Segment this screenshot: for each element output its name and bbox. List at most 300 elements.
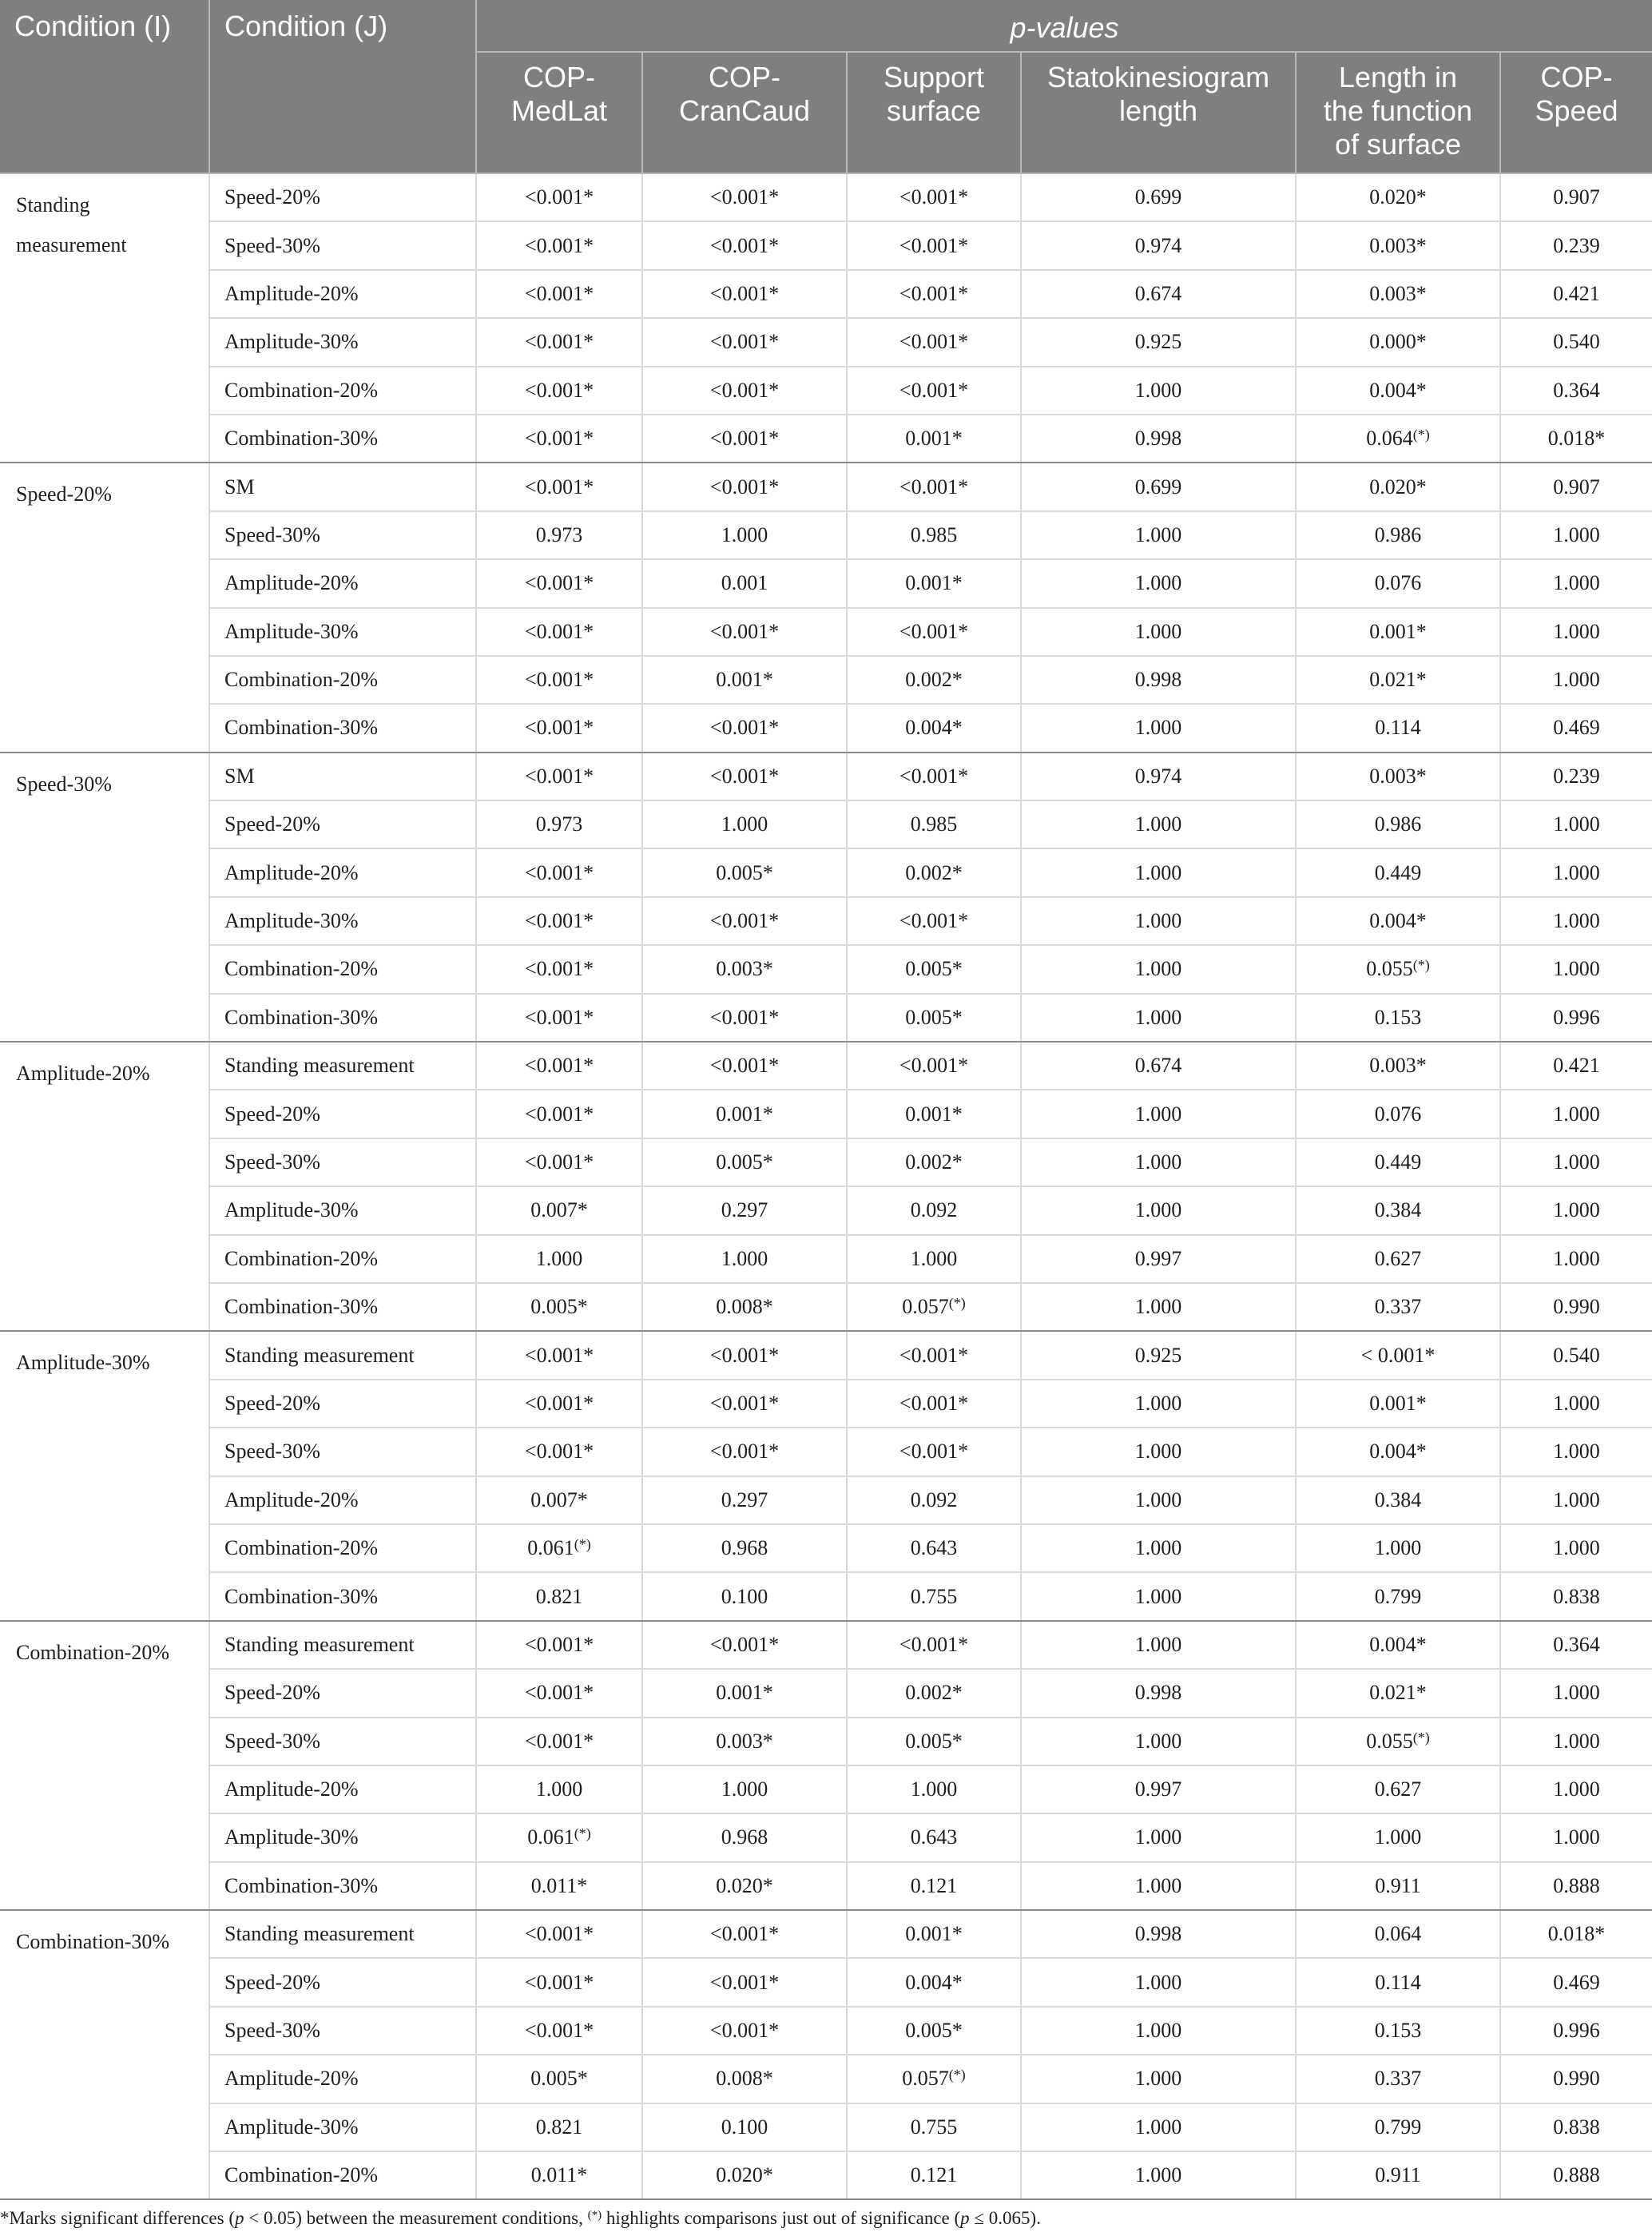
table-row [0,1621,1652,1669]
statokinesiogram-length-cell: 1.000 [1021,945,1296,993]
header-p-values: p-values [476,0,1652,52]
header-line: Support [883,61,985,93]
support-surface-cell: 1.000 [847,1235,1021,1283]
condition-j-cell: Speed-30% [209,221,476,269]
cop-medlat-cell: 0.061(*) [476,1524,642,1572]
support-surface-cell: <0.001* [847,608,1021,656]
support-surface-cell: 0.643 [847,1524,1021,1572]
support-surface-cell: 1.000 [847,1765,1021,1813]
cop-speed-cell: 1.000 [1500,1718,1652,1765]
cop-speed-cell: 1.000 [1500,800,1652,848]
cop-crancaud-cell: 0.297 [642,1476,847,1524]
support-surface-cell: 0.005* [847,945,1021,993]
table-row [0,367,1652,415]
cop-crancaud-cell: <0.001* [642,1958,847,2006]
length-surface-cell: 0.003* [1296,1042,1500,1090]
cop-crancaud-cell: <0.001* [642,1331,847,1379]
statokinesiogram-length-cell: 1.000 [1021,559,1296,607]
cop-medlat-cell: 0.821 [476,2103,642,2151]
support-surface-cell: 0.092 [847,1476,1021,1524]
condition-j-cell: Amplitude-30% [209,897,476,945]
cop-medlat-cell: 0.973 [476,800,642,848]
support-surface-cell: 0.005* [847,2007,1021,2055]
support-surface-cell: <0.001* [847,318,1021,366]
cop-crancaud-cell: <0.001* [642,1910,847,1958]
statokinesiogram-length-cell: 1.000 [1021,1718,1296,1765]
length-surface-cell: 0.911 [1296,2151,1500,2199]
cop-crancaud-cell: 0.297 [642,1186,847,1234]
cop-speed-cell: 0.540 [1500,318,1652,366]
cop-speed-cell: 1.000 [1500,897,1652,945]
statokinesiogram-length-cell: 1.000 [1021,2007,1296,2055]
cop-crancaud-cell: <0.001* [642,1380,847,1428]
header-condition-j: Condition (J) [209,0,476,173]
table-footnote [0,2208,1041,2229]
condition-j-cell: Combination-30% [209,1862,476,1910]
condition-i-cell: Speed-30% [0,753,209,1042]
cop-crancaud-cell: <0.001* [642,318,847,366]
footnote-text-2: < 0.05) between the measurement conditions, [244,2208,588,2228]
cop-speed-cell: 1.000 [1500,656,1652,704]
header-line: the function [1323,94,1473,127]
cop-crancaud-cell: 0.100 [642,1572,847,1620]
table-row [0,221,1652,269]
cop-medlat-cell: <0.001* [476,1428,642,1475]
table-row [0,994,1652,1042]
statokinesiogram-length-cell: 1.000 [1021,608,1296,656]
cop-crancaud-cell: <0.001* [642,367,847,415]
support-surface-cell: 0.092 [847,1186,1021,1234]
cop-speed-cell: 0.421 [1500,1042,1652,1090]
support-surface-cell: 0.121 [847,1862,1021,1910]
cop-medlat-cell: 0.821 [476,1572,642,1620]
cop-speed-cell: 0.996 [1500,2007,1652,2055]
header-condition-i: Condition (I) [0,0,209,173]
cop-speed-cell: 1.000 [1500,1090,1652,1138]
length-surface-cell: 0.000* [1296,318,1500,366]
statokinesiogram-length-cell: 1.000 [1021,2151,1296,2199]
length-surface-cell: 0.003* [1296,221,1500,269]
cop-crancaud-cell: <0.001* [642,1621,847,1669]
condition-j-cell: Amplitude-20% [209,1765,476,1813]
cop-medlat-cell: 0.005* [476,2055,642,2103]
condition-j-cell: Combination-30% [209,415,476,463]
cop-crancaud-cell: <0.001* [642,415,847,463]
statokinesiogram-length-cell: 1.000 [1021,1380,1296,1428]
condition-j-cell: Combination-20% [209,1235,476,1283]
condition-j-cell: Amplitude-20% [209,2055,476,2103]
condition-j-cell: Speed-30% [209,1718,476,1765]
table-row [0,1283,1652,1331]
support-surface-cell: 0.985 [847,511,1021,559]
cop-speed-cell: 1.000 [1500,848,1652,896]
support-surface-cell: 0.121 [847,2151,1021,2199]
table-row [0,1910,1652,1958]
statokinesiogram-length-cell: 1.000 [1021,1283,1296,1331]
cop-medlat-cell: 1.000 [476,1235,642,1283]
cop-medlat-cell: 0.973 [476,511,642,559]
cop-medlat-cell: <0.001* [476,1380,642,1428]
cop-speed-cell: 0.239 [1500,753,1652,800]
cop-speed-cell: 1.000 [1500,1813,1652,1861]
header-line: surface [886,94,982,127]
cop-speed-cell: 0.018* [1500,1910,1652,1958]
support-surface-cell: <0.001* [847,367,1021,415]
statokinesiogram-length-cell: 0.974 [1021,753,1296,800]
table-row [0,270,1652,318]
statokinesiogram-length-cell: 0.925 [1021,1331,1296,1379]
cop-crancaud-cell: 0.001* [642,1090,847,1138]
support-surface-cell: 0.005* [847,994,1021,1042]
cop-crancaud-cell: 0.008* [642,2055,847,2103]
cop-medlat-cell: 0.011* [476,2151,642,2199]
length-surface-cell: 0.003* [1296,270,1500,318]
cop-crancaud-cell: <0.001* [642,1042,847,1090]
condition-j-cell: Amplitude-20% [209,1476,476,1524]
statokinesiogram-length-cell: 1.000 [1021,2055,1296,2103]
cop-medlat-cell: <0.001* [476,897,642,945]
cop-crancaud-cell: <0.001* [642,704,847,752]
cop-medlat-cell: <0.001* [476,1669,642,1717]
length-surface-cell: 0.003* [1296,753,1500,800]
length-surface-cell: 0.055(*) [1296,1718,1500,1765]
statokinesiogram-length-cell: 0.974 [1021,221,1296,269]
cop-crancaud-cell: 0.008* [642,1283,847,1331]
statokinesiogram-length-cell: 0.997 [1021,1765,1296,1813]
statokinesiogram-length-cell: 1.000 [1021,1862,1296,1910]
table-row [0,511,1652,559]
condition-j-cell: Amplitude-20% [209,848,476,896]
cop-speed-cell: 1.000 [1500,1380,1652,1428]
statokinesiogram-length-cell: 1.000 [1021,1186,1296,1234]
condition-j-cell: Standing measurement [209,1910,476,1958]
cop-speed-cell: 1.000 [1500,1428,1652,1475]
length-surface-cell: 0.001* [1296,1380,1500,1428]
condition-j-cell: Combination-20% [209,2151,476,2199]
cop-crancaud-cell: 1.000 [642,1765,847,1813]
support-surface-cell: 0.643 [847,1813,1021,1861]
condition-j-cell: Combination-30% [209,994,476,1042]
length-surface-cell: 0.153 [1296,2007,1500,2055]
condition-j-cell: Speed-20% [209,173,476,221]
table-row [0,1524,1652,1572]
cop-medlat-cell: <0.001* [476,704,642,752]
length-surface-cell: 0.627 [1296,1235,1500,1283]
cop-crancaud-cell: 0.020* [642,1862,847,1910]
length-surface-cell: 0.114 [1296,1958,1500,2006]
cop-crancaud-cell: 0.001 [642,559,847,607]
cop-medlat-cell: <0.001* [476,559,642,607]
condition-i-cell: Standing measurement [0,173,209,463]
table-row [0,1138,1652,1186]
header-line: COP- [1540,61,1613,93]
header-cop-speed [1500,52,1652,173]
condition-i-cell: Combination-30% [0,1910,209,2199]
cop-medlat-cell: <0.001* [476,753,642,800]
table-row [0,848,1652,896]
statokinesiogram-length-cell: 1.000 [1021,1524,1296,1572]
table-row [0,2103,1652,2151]
header-cop-medlat [476,52,642,173]
support-surface-cell: <0.001* [847,221,1021,269]
cop-medlat-cell: <0.001* [476,1910,642,1958]
cop-medlat-cell: 1.000 [476,1765,642,1813]
cop-medlat-cell: 0.005* [476,1283,642,1331]
cop-medlat-cell: 0.011* [476,1862,642,1910]
condition-j-cell: Speed-30% [209,1428,476,1475]
header-line: length [1118,94,1198,127]
statokinesiogram-length-cell: 1.000 [1021,1958,1296,2006]
table-row [0,1862,1652,1910]
cop-medlat-cell: <0.001* [476,994,642,1042]
support-surface-cell: 0.001* [847,559,1021,607]
cop-crancaud-cell: <0.001* [642,221,847,269]
length-surface-cell: 0.021* [1296,1669,1500,1717]
cop-medlat-cell: <0.001* [476,1042,642,1090]
cop-medlat-cell: 0.061(*) [476,1813,642,1861]
condition-j-cell: SM [209,463,476,510]
condition-j-cell: Combination-20% [209,945,476,993]
support-surface-cell: 0.985 [847,800,1021,848]
condition-i-cell: Amplitude-20% [0,1042,209,1331]
length-surface-cell: 0.004* [1296,897,1500,945]
table-row [0,704,1652,752]
cop-medlat-cell: <0.001* [476,270,642,318]
length-surface-cell: 0.627 [1296,1765,1500,1813]
cop-speed-cell: 1.000 [1500,1476,1652,1524]
table-row [0,1476,1652,1524]
cop-speed-cell: 1.000 [1500,1138,1652,1186]
cop-crancaud-cell: 0.003* [642,945,847,993]
footnote-p-symbol-2: p [960,2208,970,2228]
cop-speed-cell: 0.888 [1500,1862,1652,1910]
cop-speed-cell: 1.000 [1500,1235,1652,1283]
statokinesiogram-length-cell: 1.000 [1021,1090,1296,1138]
length-surface-cell: 0.020* [1296,173,1500,221]
statokinesiogram-length-cell: 1.000 [1021,1476,1296,1524]
table-row [0,1813,1652,1861]
statokinesiogram-length-cell: 1.000 [1021,1621,1296,1669]
support-surface-cell: 0.005* [847,1718,1021,1765]
table-row [0,897,1652,945]
footnote-text-4: highlights comparisons just out of significance ( [602,2208,961,2228]
cop-speed-cell: 0.239 [1500,221,1652,269]
support-surface-cell: 0.002* [847,848,1021,896]
condition-j-cell: Combination-30% [209,1572,476,1620]
cop-medlat-cell: <0.001* [476,1958,642,2006]
cop-medlat-cell: <0.001* [476,463,642,510]
cop-medlat-cell: <0.001* [476,945,642,993]
condition-j-cell: Amplitude-20% [209,559,476,607]
support-surface-cell: 0.002* [847,656,1021,704]
statokinesiogram-length-cell: 0.699 [1021,173,1296,221]
statokinesiogram-length-cell: 1.000 [1021,511,1296,559]
support-surface-cell: <0.001* [847,173,1021,221]
length-surface-cell: 0.384 [1296,1476,1500,1524]
support-surface-cell: <0.001* [847,463,1021,510]
table-row [0,2055,1652,2103]
length-surface-cell: 0.384 [1296,1186,1500,1234]
table-row [0,1331,1652,1379]
length-surface-cell: 0.004* [1296,367,1500,415]
table-row [0,1718,1652,1765]
cop-crancaud-cell: 1.000 [642,800,847,848]
table-row [0,1428,1652,1475]
cop-crancaud-cell: 0.968 [642,1813,847,1861]
cop-crancaud-cell: <0.001* [642,463,847,510]
cop-medlat-cell: <0.001* [476,1090,642,1138]
support-surface-cell: <0.001* [847,1042,1021,1090]
cop-speed-cell: 0.018* [1500,415,1652,463]
condition-j-cell: Speed-20% [209,1090,476,1138]
condition-j-cell: Amplitude-30% [209,318,476,366]
cop-crancaud-cell: 0.003* [642,1718,847,1765]
length-surface-cell: 0.799 [1296,1572,1500,1620]
cop-medlat-cell: <0.001* [476,221,642,269]
condition-j-cell: Speed-20% [209,1958,476,2006]
statokinesiogram-length-cell: 0.674 [1021,1042,1296,1090]
header-line: of surface [1334,128,1462,161]
support-surface-cell: <0.001* [847,1380,1021,1428]
cop-speed-cell: 0.469 [1500,1958,1652,2006]
table-row [0,608,1652,656]
cop-speed-cell: 1.000 [1500,945,1652,993]
length-surface-cell: 0.076 [1296,1090,1500,1138]
statokinesiogram-length-cell: 1.000 [1021,897,1296,945]
cop-medlat-cell: <0.001* [476,1718,642,1765]
cop-medlat-cell: <0.001* [476,318,642,366]
length-surface-cell: 0.004* [1296,1621,1500,1669]
table-row [0,1958,1652,2006]
table-row [0,559,1652,607]
table-row [0,318,1652,366]
support-surface-cell: 0.002* [847,1138,1021,1186]
condition-j-cell: Standing measurement [209,1042,476,1090]
table-row [0,1380,1652,1428]
cop-speed-cell: 0.838 [1500,2103,1652,2151]
cop-crancaud-cell: 0.100 [642,2103,847,2151]
statokinesiogram-length-cell: 1.000 [1021,367,1296,415]
table-row [0,463,1652,510]
cop-speed-cell: 1.000 [1500,1669,1652,1717]
cop-speed-cell: 0.364 [1500,1621,1652,1669]
cop-speed-cell: 0.996 [1500,994,1652,1042]
table-row [0,945,1652,993]
condition-j-cell: Speed-20% [209,1380,476,1428]
header-line: COP- [523,61,595,93]
cop-speed-cell: 0.421 [1500,270,1652,318]
header-length-function-surface [1296,52,1500,173]
header-cop-crancaud [642,52,847,173]
condition-j-cell: Standing measurement [209,1331,476,1379]
cop-crancaud-cell: <0.001* [642,270,847,318]
table-row [0,800,1652,848]
table-row [0,1572,1652,1620]
cop-speed-cell: 0.838 [1500,1572,1652,1620]
condition-j-cell: Speed-20% [209,1669,476,1717]
support-surface-cell: <0.001* [847,1428,1021,1475]
condition-j-cell: Amplitude-30% [209,608,476,656]
length-surface-cell: 0.986 [1296,511,1500,559]
cop-medlat-cell: <0.001* [476,1138,642,1186]
length-surface-cell: 0.986 [1296,800,1500,848]
statokinesiogram-length-cell: 0.699 [1021,463,1296,510]
statokinesiogram-length-cell: 1.000 [1021,2103,1296,2151]
support-surface-cell: 0.755 [847,2103,1021,2151]
support-surface-cell: <0.001* [847,1331,1021,1379]
condition-j-cell: SM [209,753,476,800]
cop-crancaud-cell: 0.020* [642,2151,847,2199]
statokinesiogram-length-cell: 1.000 [1021,848,1296,896]
statokinesiogram-length-cell: 0.998 [1021,1910,1296,1958]
cop-crancaud-cell: <0.001* [642,173,847,221]
header-statokinesiogram-length [1021,52,1296,173]
condition-j-cell: Combination-30% [209,704,476,752]
table-row [0,656,1652,704]
support-surface-cell: 0.001* [847,1910,1021,1958]
length-surface-cell: 1.000 [1296,1524,1500,1572]
cop-speed-cell: 0.364 [1500,367,1652,415]
length-surface-cell: 0.337 [1296,1283,1500,1331]
cop-crancaud-cell: <0.001* [642,2007,847,2055]
condition-j-cell: Speed-30% [209,511,476,559]
condition-j-cell: Amplitude-30% [209,2103,476,2151]
cop-speed-cell: 1.000 [1500,1524,1652,1572]
condition-j-cell: Amplitude-20% [209,270,476,318]
cop-medlat-cell: <0.001* [476,173,642,221]
cop-medlat-cell: <0.001* [476,608,642,656]
support-surface-cell: 0.004* [847,1958,1021,2006]
condition-j-cell: Combination-30% [209,1283,476,1331]
cop-speed-cell: 0.907 [1500,463,1652,510]
table-row [0,1765,1652,1813]
cop-crancaud-cell: 1.000 [642,1235,847,1283]
cop-speed-cell: 1.000 [1500,1186,1652,1234]
condition-j-cell: Amplitude-30% [209,1813,476,1861]
condition-j-cell: Speed-30% [209,2007,476,2055]
length-surface-cell: 0.449 [1296,1138,1500,1186]
cop-medlat-cell: <0.001* [476,656,642,704]
table-row [0,1090,1652,1138]
table-row [0,1186,1652,1234]
table-row [0,753,1652,800]
support-surface-cell: <0.001* [847,1621,1021,1669]
condition-i-cell: Amplitude-30% [0,1331,209,1620]
support-surface-cell: 0.002* [847,1669,1021,1717]
support-surface-cell: <0.001* [847,897,1021,945]
length-surface-cell: 0.114 [1296,704,1500,752]
cop-crancaud-cell: 1.000 [642,511,847,559]
statokinesiogram-length-cell: 1.000 [1021,1813,1296,1861]
length-surface-cell: 0.001* [1296,608,1500,656]
length-surface-cell: 0.449 [1296,848,1500,896]
cop-crancaud-cell: 0.968 [642,1524,847,1572]
table-row [0,415,1652,463]
table-row [0,173,1652,221]
cop-speed-cell: 0.888 [1500,2151,1652,2199]
cop-speed-cell: 1.000 [1500,559,1652,607]
statokinesiogram-length-cell: 0.998 [1021,415,1296,463]
condition-j-cell: Speed-30% [209,1138,476,1186]
cop-crancaud-cell: 0.001* [642,656,847,704]
cop-speed-cell: 0.990 [1500,1283,1652,1331]
cop-speed-cell: 0.540 [1500,1331,1652,1379]
statokinesiogram-length-cell: 1.000 [1021,800,1296,848]
statokinesiogram-length-cell: 1.000 [1021,994,1296,1042]
header-line: MedLat [510,94,608,127]
statokinesiogram-length-cell: 1.000 [1021,704,1296,752]
condition-j-cell: Amplitude-30% [209,1186,476,1234]
